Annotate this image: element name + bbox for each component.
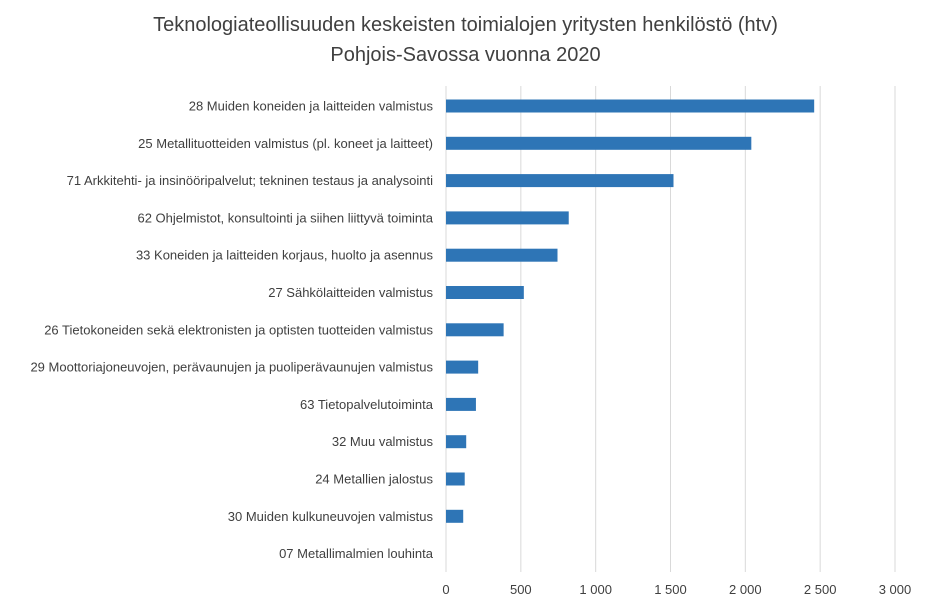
bar-8 — [446, 398, 476, 411]
bar-5 — [446, 286, 524, 299]
bar-6 — [446, 323, 504, 336]
bar-1 — [446, 137, 751, 150]
bar-10 — [446, 473, 465, 486]
bar-4 — [446, 249, 558, 262]
category-label-6: 26 Tietokoneiden sekä elektronisten ja optisten tuotteiden valmistus — [44, 322, 433, 338]
bar-7 — [446, 361, 478, 374]
chart-title-line-2: Pohjois-Savossa vuonna 2020 — [330, 44, 601, 66]
category-label-5: 27 Sähkölaitteiden valmistus — [268, 285, 433, 300]
bar-9 — [446, 435, 466, 448]
category-label-4: 33 Koneiden ja laitteiden korjaus, huolto ja asennus — [135, 247, 433, 263]
category-label-12: 07 Metallimalmien louhinta — [279, 546, 433, 562]
bar-11 — [446, 510, 463, 523]
category-label-1: 25 Metallituotteiden valmistus (pl. koneet ja laitteet) — [138, 135, 433, 151]
category-label-11: 30 Muiden kulkuneuvojen valmistus — [227, 508, 433, 524]
x-tick-label-4: 2 000 — [729, 582, 762, 597]
bar-2 — [446, 174, 673, 187]
x-tick-label-2: 1 000 — [579, 582, 612, 597]
category-label-2: 71 Arkkitehti- ja insinööripalvelut; tekninen testaus ja analysointi — [66, 173, 433, 189]
category-label-10: 24 Metallien jalostus — [315, 471, 433, 487]
category-label-8: 63 Tietopalvelutoiminta — [300, 396, 433, 412]
category-label-3: 62 Ohjelmistot, konsultointi ja siihen liittyvä toiminta — [137, 210, 433, 226]
x-tick-label-1: 500 — [509, 582, 532, 597]
chart-title-line-1: Teknologiateollisuuden keskeisten toimialojen yritysten henkilöstö (htv) — [153, 14, 778, 36]
category-label-7: 29 Moottoriajoneuvojen, perävaunujen ja puoliperävaunujen valmistus — [30, 359, 433, 375]
category-label-9: 32 Muu valmistus — [331, 434, 433, 450]
bar-3 — [446, 211, 569, 224]
category-label-0: 28 Muiden koneiden ja laitteiden valmistus — [188, 98, 433, 114]
bar-0 — [446, 100, 814, 113]
x-tick-label-6: 3 000 — [878, 582, 912, 597]
x-tick-label-0: 0 — [442, 582, 450, 597]
x-tick-label-3: 1 500 — [654, 582, 687, 597]
x-tick-label-5: 2 500 — [803, 582, 837, 597]
